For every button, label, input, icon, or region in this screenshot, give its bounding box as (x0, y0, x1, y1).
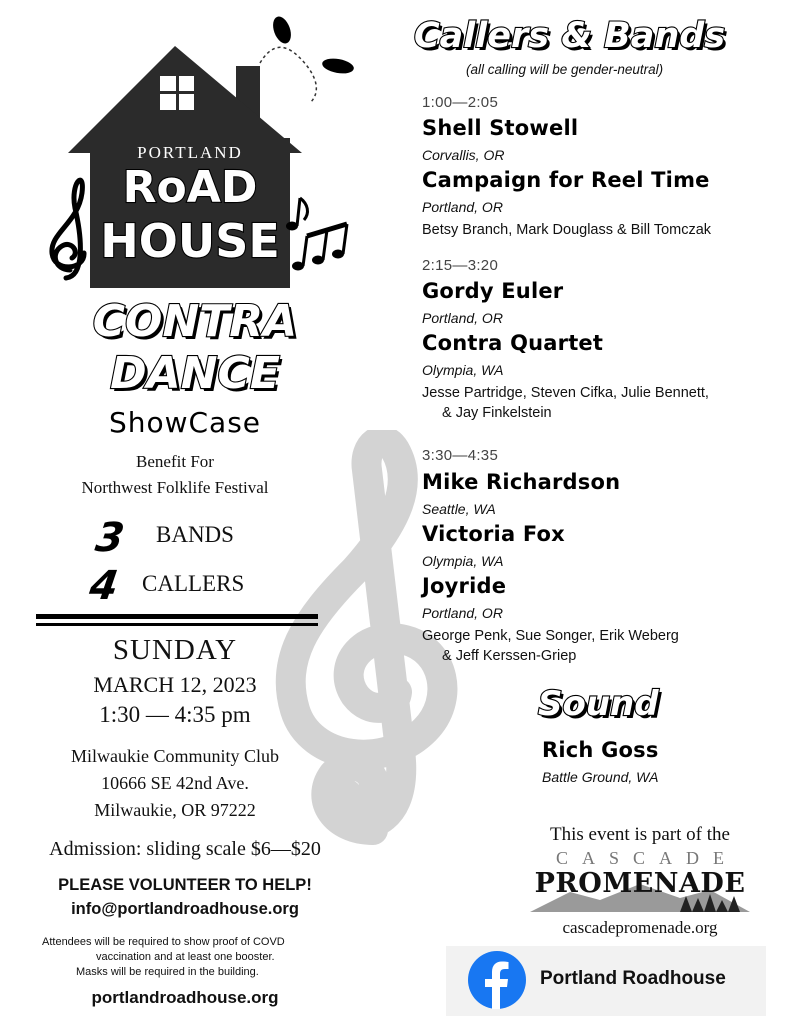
set1-caller: Shell Stowell (422, 116, 579, 140)
set3-members-line1: George Penk, Sue Songer, Erik Weberg (422, 628, 679, 644)
set1-band: Campaign for Reel Time (422, 168, 710, 192)
notice-line2: vaccination and at least one booster. (96, 951, 275, 963)
set3-members-line2: & Jeff Kerssen-Griep (442, 648, 577, 664)
set1-members: Betsy Branch, Mark Douglass & Bill Tomczak (422, 222, 712, 238)
benefit-line2: Northwest Folklife Festival (81, 478, 269, 497)
set3-caller2: Victoria Fox (422, 522, 565, 546)
promo-url-link[interactable]: cascadepromenade.org (562, 918, 718, 937)
set1-caller-location: Corvallis, OR (422, 147, 505, 163)
set1-band-location: Portland, OR (422, 199, 503, 215)
set2-caller-location: Portland, OR (422, 310, 503, 326)
lineup-heading: Callers & Bands (414, 16, 726, 56)
benefit-line1: Benefit For (136, 452, 214, 471)
event-day: SUNDAY (112, 634, 238, 666)
set3-caller2-location: Olympia, WA (422, 553, 504, 569)
set3-caller-location: Seattle, WA (422, 501, 496, 517)
website-link[interactable]: portlandroadhouse.org (91, 988, 279, 1007)
set2-band: Contra Quartet (422, 331, 604, 355)
title-showcase: ShowCase (108, 406, 262, 439)
volunteer-headline: PLEASE VOLUNTEER TO HELP! (58, 876, 312, 894)
set3-time: 3:30—4:35 (422, 447, 499, 464)
callers-label: CALLERS (142, 571, 245, 596)
roadhouse-logo (40, 8, 360, 293)
sound-location: Battle Ground, WA (542, 769, 659, 785)
venue-name: Milwaukie Community Club (70, 746, 279, 766)
title-contra: CONTRA (92, 296, 298, 347)
set3-band: Joyride (422, 574, 507, 598)
venue-street: 10666 SE 42nd Ave. (101, 773, 249, 793)
sound-name: Rich Goss (542, 738, 659, 762)
set2-members-line2: & Jay Finkelstein (442, 405, 552, 421)
promenade-text: PROMENADE (534, 868, 746, 899)
notice-line1: Attendees will be required to show proof of COVD (42, 936, 285, 948)
volunteer-email-link[interactable]: info@portlandroadhouse.org (71, 900, 299, 918)
facebook-page-name: Portland Roadhouse (540, 968, 726, 989)
venue-city: Milwaukie, OR 97222 (94, 800, 256, 820)
lineup-subheading: (all calling will be gender-neutral) (466, 62, 664, 77)
logo-portland-text: PORTLAND (137, 143, 243, 162)
set1-time: 1:00—2:05 (422, 94, 499, 111)
notice-line3: Masks will be required in the building. (76, 966, 259, 978)
sound-heading: Sound (538, 684, 659, 724)
set3-band-location: Portland, OR (422, 605, 503, 621)
set2-time: 2:15—3:20 (422, 257, 499, 274)
facebook-link[interactable] (446, 946, 766, 1016)
bands-count: 3 (92, 515, 128, 561)
admission-text: Admission: sliding scale $6—$20 (49, 838, 321, 860)
callers-count: 4 (86, 563, 122, 609)
logo-house-text: HOUSE (100, 214, 280, 268)
double-divider (36, 614, 318, 626)
set3-caller: Mike Richardson (422, 470, 621, 494)
logo-road-text: RoAD (122, 162, 258, 213)
facebook-icon (468, 951, 526, 1009)
title-dance: DANCE (110, 348, 280, 399)
set2-members-line1: Jesse Partridge, Steven Cifka, Julie Bennett, (422, 385, 709, 401)
set2-caller: Gordy Euler (422, 279, 564, 303)
bands-label: BANDS (156, 522, 234, 547)
cascade-text: CASCADE (555, 848, 738, 868)
event-date: MARCH 12, 2023 (93, 672, 257, 697)
set2-band-location: Olympia, WA (422, 362, 504, 378)
promo-intro: This event is part of the (550, 824, 730, 845)
event-time: 1:30 — 4:35 pm (99, 702, 251, 727)
